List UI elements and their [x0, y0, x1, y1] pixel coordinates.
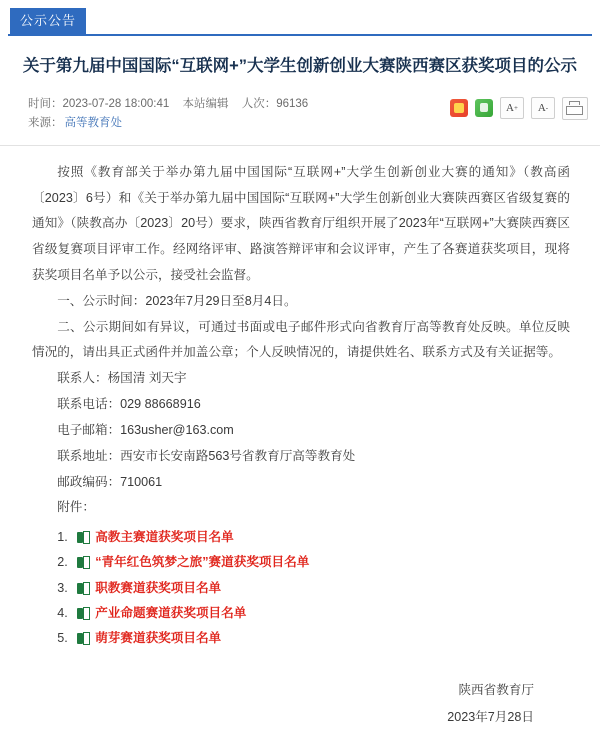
paragraph-public-period: 一、公示时间：2023年7月29日至8月4日。 [57, 293, 297, 308]
views-value: 96136 [276, 97, 309, 110]
font-increase-sup: + [514, 103, 518, 112]
list-item[interactable] [57, 576, 570, 601]
excel-file-icon [77, 582, 90, 595]
attachment-number: 4. [57, 605, 68, 620]
page-title: 关于第九届中国国际“互联网+”大学生创新创业大赛陕西赛区获奖项目的公示 [22, 57, 578, 75]
category-tag[interactable]: 公示公告 [10, 8, 86, 34]
attachment-link[interactable]: 职教赛道获奖项目名单 [95, 580, 222, 595]
meta-tools-group [450, 95, 588, 120]
attachment-link[interactable]: 产业命题赛道获奖项目名单 [95, 605, 247, 620]
font-decrease-button[interactable] [531, 97, 555, 119]
contact-address: 联系地址：西安市长安南路563号省教育厅高等教育处 [57, 448, 356, 463]
attachment-link[interactable]: 萌芽赛道获奖项目名单 [95, 630, 222, 645]
source-value[interactable]: 高等教育处 [64, 116, 122, 129]
attachment-list [32, 525, 570, 651]
excel-file-icon [77, 632, 90, 645]
meta-row-time [28, 95, 308, 114]
list-item[interactable] [57, 601, 570, 626]
category-tag-bar [0, 0, 600, 34]
share-wechat-icon[interactable] [475, 99, 493, 117]
font-increase-label: A [506, 101, 514, 114]
font-decrease-sup: - [545, 103, 549, 112]
contact-person: 联系人：杨国清 刘天宇 [57, 371, 187, 386]
excel-file-icon [77, 556, 90, 569]
signer-name: 陕西省教育厅 [458, 683, 534, 698]
time-value: 2023-07-28 18:00:41 [62, 97, 170, 110]
attachment-number: 5. [57, 630, 68, 645]
excel-file-icon [77, 531, 90, 544]
attachment-link[interactable]: 高教主赛道获奖项目名单 [95, 530, 234, 545]
list-item[interactable] [57, 550, 570, 575]
signature-date: 2023年7月28日 [447, 709, 534, 724]
excel-file-icon [77, 607, 90, 620]
attachment-number: 3. [57, 580, 68, 595]
paragraph-objection: 二、公示期间如有异议，可通过书面或电子邮件形式向省教育厅高等教育处反映。单位反映情况的，请出具正式函件并加盖公章；个人反映情况的，请提供姓名、联系方式及有关证据等。 [32, 319, 570, 360]
font-decrease-label: A [537, 101, 546, 114]
article-body [0, 146, 600, 730]
views-label: 人次： [241, 97, 277, 110]
list-item[interactable] [57, 525, 570, 550]
meta-row-source [28, 114, 308, 133]
share-weibo-icon[interactable] [450, 99, 468, 117]
attachment-section-title: 附件： [57, 500, 95, 515]
contact-zip: 邮政编码：710061 [57, 474, 163, 489]
time-label: 时间： [28, 97, 63, 110]
attachment-number: 2. [57, 555, 68, 570]
attachment-link[interactable]: “青年红色筑梦之旅”赛道获奖项目名单 [95, 555, 310, 570]
font-increase-button[interactable] [500, 97, 524, 119]
list-item[interactable] [57, 626, 570, 651]
attachment-number: 1. [57, 530, 68, 545]
contact-email: 电子邮箱：163usher@163.com [57, 422, 234, 437]
contact-phone: 联系电话：029 88668916 [57, 397, 201, 412]
article-meta-bar [0, 89, 600, 146]
print-icon[interactable] [562, 97, 588, 120]
meta-text-group [28, 95, 308, 133]
source-label: 来源： [28, 116, 63, 129]
paragraph-background: 按照《教育部关于举办第九届中国国际“互联网+”大学生创新创业大赛的通知》（教高函〔2023〕6号）和《关于举办第九届中国国际“互联网+”大学生创新创业大赛陕西赛区省级复赛的通知》（陕教高办〔2023〕20号）要求，陕西省教育厅组织开展了2023年“互联网+”大赛陕西赛区省级复赛项目评审工作。经网络评审、路演答辩评审和会议评审，产生了各赛道获奖项目，现将获奖项目名单予以公示，接受社会监督。 [32, 164, 570, 282]
contact-block [32, 366, 570, 495]
editor-label: 本站编辑 [182, 97, 229, 110]
signature-block [32, 677, 570, 730]
